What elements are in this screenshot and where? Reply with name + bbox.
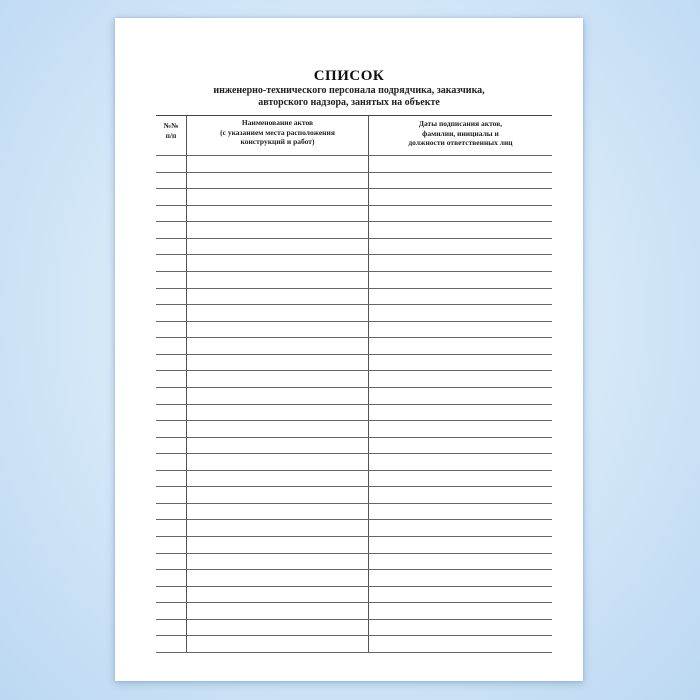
table-row-line — [156, 586, 552, 587]
table-row-line — [156, 354, 552, 355]
table-row-line — [156, 503, 552, 504]
document-title: СПИСОК — [313, 68, 385, 84]
table-row-line — [156, 188, 552, 189]
header-dates-line-1: Даты подписания актов, — [418, 119, 503, 128]
table-row-line — [156, 271, 552, 272]
table-row-line — [156, 619, 552, 620]
table-row-line — [156, 519, 552, 520]
table-row-line — [156, 337, 552, 338]
table-row-line — [156, 238, 552, 239]
header-number-line-1: №№ — [163, 121, 179, 130]
subtitle-line-2: авторского надзора, занятых на объекте — [258, 97, 440, 108]
header-acts-line-3: конструкций и работ) — [240, 137, 315, 146]
table-row-line — [156, 288, 552, 289]
table-row-line — [156, 635, 552, 636]
table-row-line — [156, 470, 552, 471]
document-subtitle — [115, 85, 583, 109]
header-acts-line-1: Наименование актов — [241, 118, 314, 127]
table-row-line — [156, 420, 552, 421]
subtitle-line-1: инженерно-технического персонала подрядчика, заказчика, — [213, 85, 485, 96]
table-row-line — [156, 254, 552, 255]
table-row-line — [156, 172, 552, 173]
table-row-line — [156, 370, 552, 371]
header-bottom-line — [156, 155, 552, 156]
table-row-line — [156, 404, 552, 405]
table-row-line — [156, 536, 552, 537]
table-row-line — [156, 221, 552, 222]
table-row-line — [156, 486, 552, 487]
document-page — [115, 18, 583, 681]
table-row-line — [156, 602, 552, 603]
table-row-line — [156, 387, 552, 388]
table-top-border — [156, 115, 552, 116]
header-cell-dates — [369, 119, 552, 148]
header-cell-acts — [187, 118, 368, 147]
column-divider-1 — [186, 115, 187, 652]
table-row-line — [156, 652, 552, 653]
header-dates-line-3: должности ответственных лиц — [408, 138, 513, 147]
table-row-line — [156, 569, 552, 570]
header-number-line-2: п/п — [165, 130, 177, 140]
table-row-line — [156, 205, 552, 206]
table-row-line — [156, 304, 552, 305]
column-divider-2 — [368, 115, 369, 652]
table-row-line — [156, 453, 552, 454]
table-row-line — [156, 553, 552, 554]
header-acts-line-2: (с указанием места расположения — [220, 127, 335, 137]
header-dates-line-2: фамилии, инициалы и — [422, 128, 499, 138]
table-row-line — [156, 437, 552, 438]
table-row-line — [156, 321, 552, 322]
header-cell-number — [156, 121, 186, 140]
form-table — [156, 115, 552, 652]
